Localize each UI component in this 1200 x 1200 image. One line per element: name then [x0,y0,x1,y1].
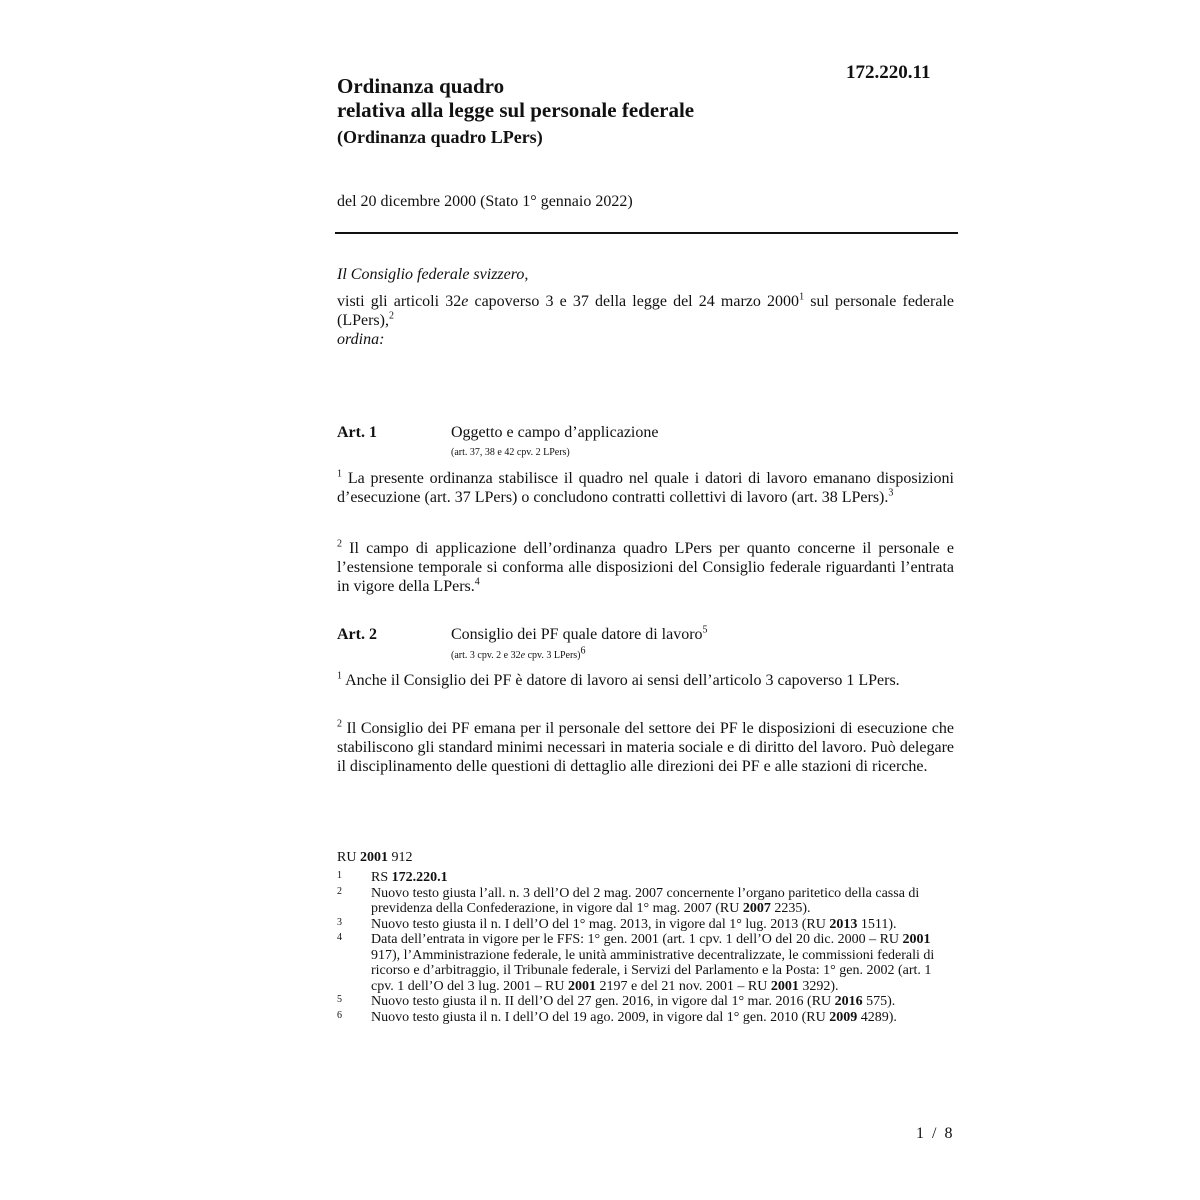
footnote-ref-6[interactable]: 6 [580,645,586,657]
footnote-4 [337,932,957,994]
footnote-2 [337,886,957,917]
article-2-ref [451,645,586,661]
preamble [337,292,954,330]
footnote-text: Nuovo testo giusta il n. I dell’O del 19 ago. 2009, in vigore dal 1° gen. 2010 (RU 2009 4289). [371,1009,897,1025]
article-2-paragraph-2 [337,719,954,776]
date-line: del 20 dicembre 2000 (Stato 1° gennaio 2022) [337,193,633,210]
orders: ordina: [337,331,385,348]
sr-number: 172.220.11 [846,62,931,83]
article-2-ref-b: cpv. 3 LPers) [525,650,581,661]
article-1-title: Oggetto e campo d’applicazione [451,424,659,441]
footnote-ref-2[interactable]: 2 [388,310,394,322]
footnote-5 [337,994,957,1010]
paragraph-text: La presente ordinanza stabilisce il quadro nel quale i datori di lavoro emanano disposizioni d’esecuzione (art. 37 LPers) o concludono contratti collettivi di lavoro (art. 38 LPers). [337,470,954,506]
footnote-number: 4 [337,932,342,943]
intro [337,265,954,349]
paragraph-number: 2 [337,538,342,550]
article-1-paragraph-2 [337,539,954,596]
source-year: 2001 [359,850,388,865]
article-2-ref-e: e [520,650,526,661]
title-line-1: Ordinanza quadro [337,74,505,98]
article-2-title [451,626,708,644]
footnote-ref-4[interactable]: 4 [474,576,480,588]
short-title: (Ordinanza quadro LPers) [337,127,543,147]
article-2-label: Art. 2 [337,626,377,643]
preamble-text-b: capoverso 3 e 37 della legge del 24 marzo 2000 [468,293,800,310]
article-1-paragraph-1 [337,469,954,507]
footnote-text: Data dell’entrata in vigore per le FFS: 1° gen. 2001 (art. 1 cpv. 1 dell’O del 20 dic. 2000 – RU 2001 917), l’Amministrazione federale, le unità amministrative decentralizzate, le commissioni federali di ricorso e d’arbitraggio, il Tribunale federale, i Servizi del Parlamento e la Posta: 1° gen. 2002 (art. 1 cpv. 1 dell’O del 3 lug. 2001 – RU 2001 2197 e del 21 nov. 2001 – RU 2001 3292). [371,932,935,994]
footnote-number: 6 [337,1009,342,1021]
source-page: 912 [387,850,413,865]
article-1-ref: (art. 37, 38 e 42 cpv. 2 LPers) [451,447,570,458]
footnote-ref-1[interactable]: 1 [799,291,805,303]
source-prefix: RU [337,850,360,865]
footnote-1 [337,870,957,886]
document-title [337,74,694,149]
preamble-text-c: sul personale federale (LPers), [337,293,954,329]
title-line-2: relativa alla legge sul personale federale [337,98,695,122]
article-2-ref-a: (art. 3 cpv. 2 e 32 [451,650,521,661]
header-divider [335,232,958,234]
footnote-ref-3[interactable]: 3 [888,487,894,499]
article-2-paragraph-1 [337,671,954,690]
paragraph-text: Il campo di applicazione dell’ordinanza quadro LPers per quanto concerne il personale e l’estensione temporale si conforma alle disposizioni del Consiglio federale riguardanti l’entrata in vigore della LPers. [337,540,954,595]
footnote-number: 5 [337,994,342,1005]
footnote-ref-5[interactable]: 5 [702,624,708,636]
footnote-number: 2 [337,885,342,897]
paragraph-number: 1 [337,670,342,682]
preamble-text-e: e [461,293,469,310]
footnote-number: 1 [337,870,342,881]
article-2-title-text: Consiglio dei PF quale datore di lavoro [451,626,703,643]
footnote-3 [337,917,957,933]
paragraph-text: Anche il Consiglio dei PF è datore di lavoro ai sensi dell’articolo 3 capoverso 1 LPers. [342,672,900,689]
page-indicator: 1 / 8 [916,1125,955,1142]
footnotes [337,870,957,1025]
footnote-6 [337,1010,957,1026]
footnote-text: RS 172.220.1 [371,870,448,885]
footnote-text: Nuovo testo giusta l’all. n. 3 dell’O del 2 mag. 2007 concernente l’organo paritetico della cassa di previdenza della Confederazione, in vigore dal 1° mag. 2007 (RU 2007 2235). [371,885,920,916]
paragraph-number: 2 [337,718,342,730]
article-1-label: Art. 1 [337,424,377,441]
footnote-text: Nuovo testo giusta il n. I dell’O del 1° mag. 2013, in vigore dal 1° lug. 2013 (RU 2013 1511). [371,916,897,932]
footnote-text: Nuovo testo giusta il n. II dell’O del 27 gen. 2016, in vigore dal 1° mar. 2016 (RU 2016 575). [371,994,896,1009]
paragraph-text: Il Consiglio dei PF emana per il personale del settore dei PF le disposizioni di esecuzione che stabiliscono gli standard minimi necessari in materia sociale e di diritto del lavoro. Può delegare il disciplinamento delle questioni di dettaglio alle direzioni dei PF e alle stazioni di ricerche. [337,720,954,775]
issuer: Il Consiglio federale svizzero, [337,266,529,283]
paragraph-number: 1 [337,468,342,480]
footnote-number: 3 [337,916,342,928]
preamble-text-a: visti gli articoli 32 [337,293,462,310]
official-compilation-source [337,850,412,866]
